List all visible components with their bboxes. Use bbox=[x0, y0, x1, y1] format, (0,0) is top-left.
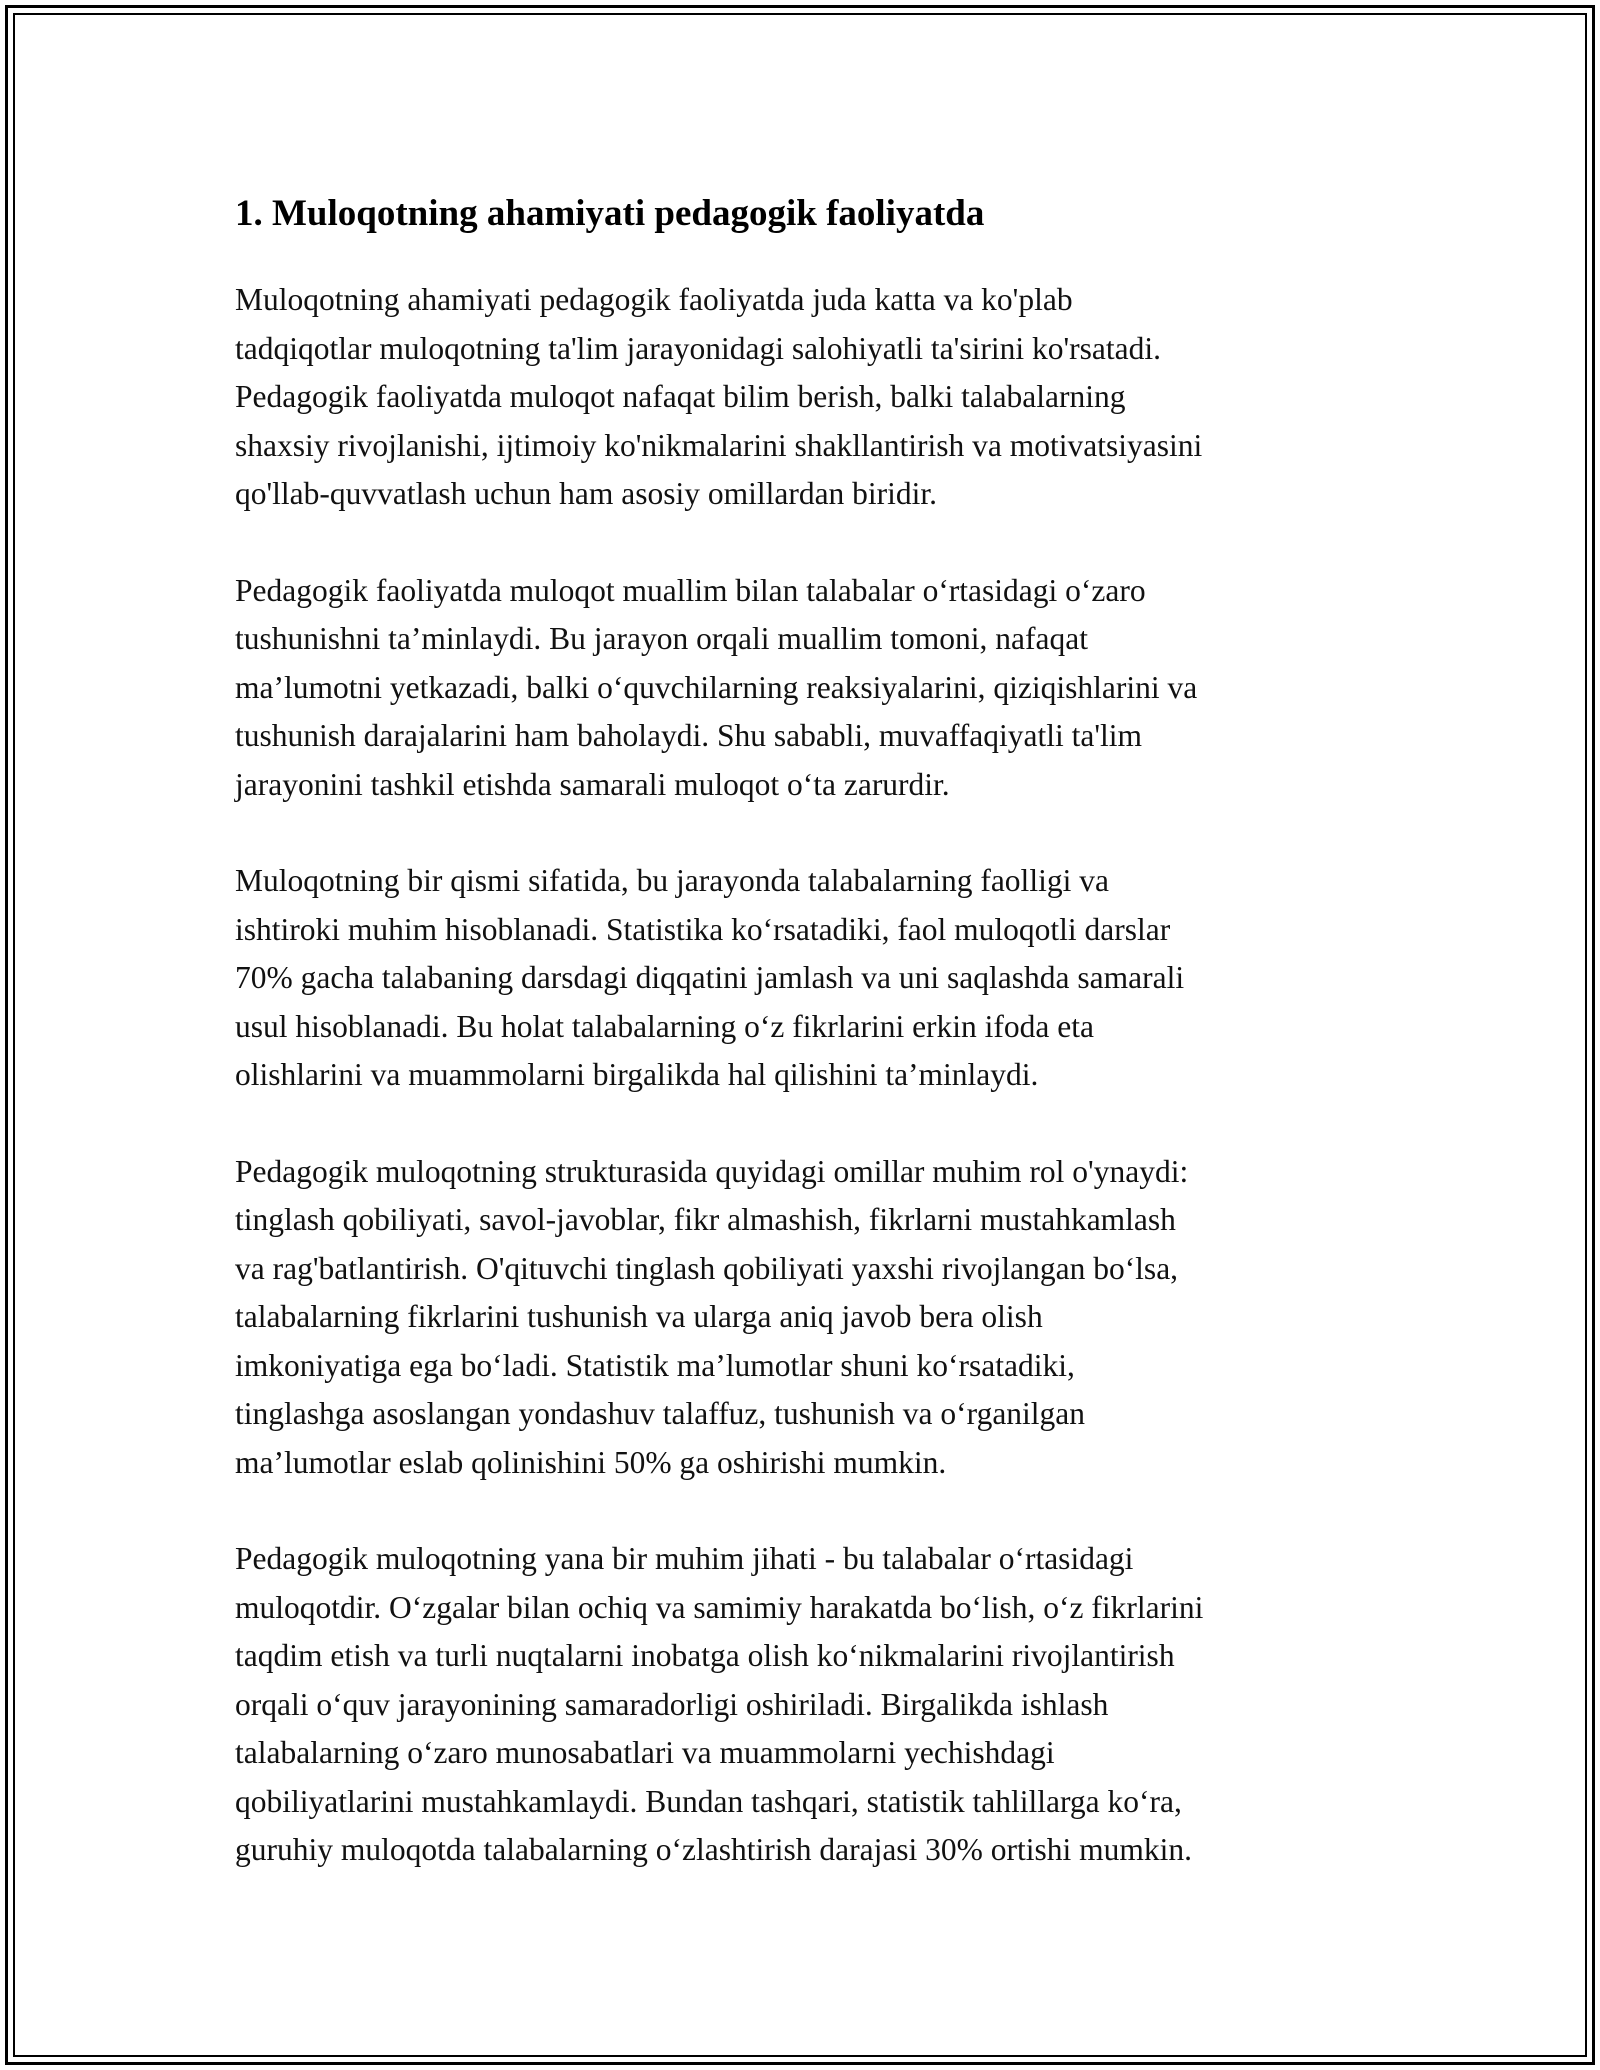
paragraph-3: Muloqotning bir qismi sifatida, bu jarayonda talabalarning faolligi va ishtiroki muhim hisoblanadi. Statistika ko‘rsatadiki, faol muloqotli darslar 70% gacha talabaning darsdagi diqqatini jamlash va uni saqlashda samarali usul hisoblanadi. Bu holat talabalarning o‘z fikrlarini erkin ifoda eta olishlarini va muammolarni birgalikda hal qilishini ta’minlaydi. bbox=[235, 863, 1185, 1092]
paragraph-2: Pedagogik faoliyatda muloqot muallim bilan talabalar o‘rtasidagi o‘zaro tushunishni ta’minlaydi. Bu jarayon orqali muallim tomoni, nafaqat ma’lumotni yetkazadi, balki o‘quvchilarning reaksiyalarini, qiziqishlarini va tushunish darajalarini ham baholaydi. Shu sababli, muvaffaqiyatli ta'lim jarayonini tashkil etishda samarali muloqot o‘ta zarurdir. bbox=[235, 572, 1198, 802]
paragraph-4: Pedagogik muloqotning strukturasida quyidagi omillar muhim rol o'ynaydi: tinglash qobiliyati, savol-javoblar, fikr almashish, fikrlarni mustahkamlash va rag'batlantirish. O'qituvchi tinglash qobiliyati yaxshi rivojlangan bo‘lsa, talabalarning fikrlarini tushunish va ularga aniq javob bera olish imkoniyatiga ega bo‘ladi. Statistik ma’lumotlar shuni ko‘rsatadiki, tinglashga asoslangan yondashuv talaffuz, tushunish va o‘rganilgan ma’lumotlar eslab qolinishini 50% ga oshirishi mumkin. bbox=[235, 1153, 1189, 1480]
section-heading: 1. Muloqotning ahamiyati pedagogik faoliyatda bbox=[235, 193, 985, 234]
paragraph-5: Pedagogik muloqotning yana bir muhim jihati - bu talabalar o‘rtasidagi muloqotdir. O‘zgalar bilan ochiq va samimiy harakatda bo‘lish, o‘z fikrlarini taqdim etish va turli nuqtalarni inobatga olish ko‘nikmalarini rivojlantirish orqali o‘quv jarayonining samaradorligi oshiriladi. Birgalikda ishlash talabalarning o‘zaro munosabatlari va muammolarni yechishdagi qobiliyatlarini mustahkamlaydi. Bundan tashqari, statistik tahlillarga ko‘ra, guruhiy muloqotda talabalarning o‘zlashtirish darajasi 30% ortishi mumkin. bbox=[235, 1541, 1204, 1867]
paragraph-1: Muloqotning ahamiyati pedagogik faoliyatda juda katta va ko'plab tadqiqotlar muloqotning ta'lim jarayonidagi salohiyatli ta'sirini ko'rsatadi. Pedagogik faoliyatda muloqot nafaqat bilim berish, balki talabalarning shaxsiy rivojlanishi, ijtimoiy ko'nikmalarini shakllantirish va motivatsiyasini qo'llab-quvvatlash uchun ham asosiy omillardan biridir. bbox=[235, 282, 1203, 511]
document-body bbox=[235, 186, 1375, 1923]
